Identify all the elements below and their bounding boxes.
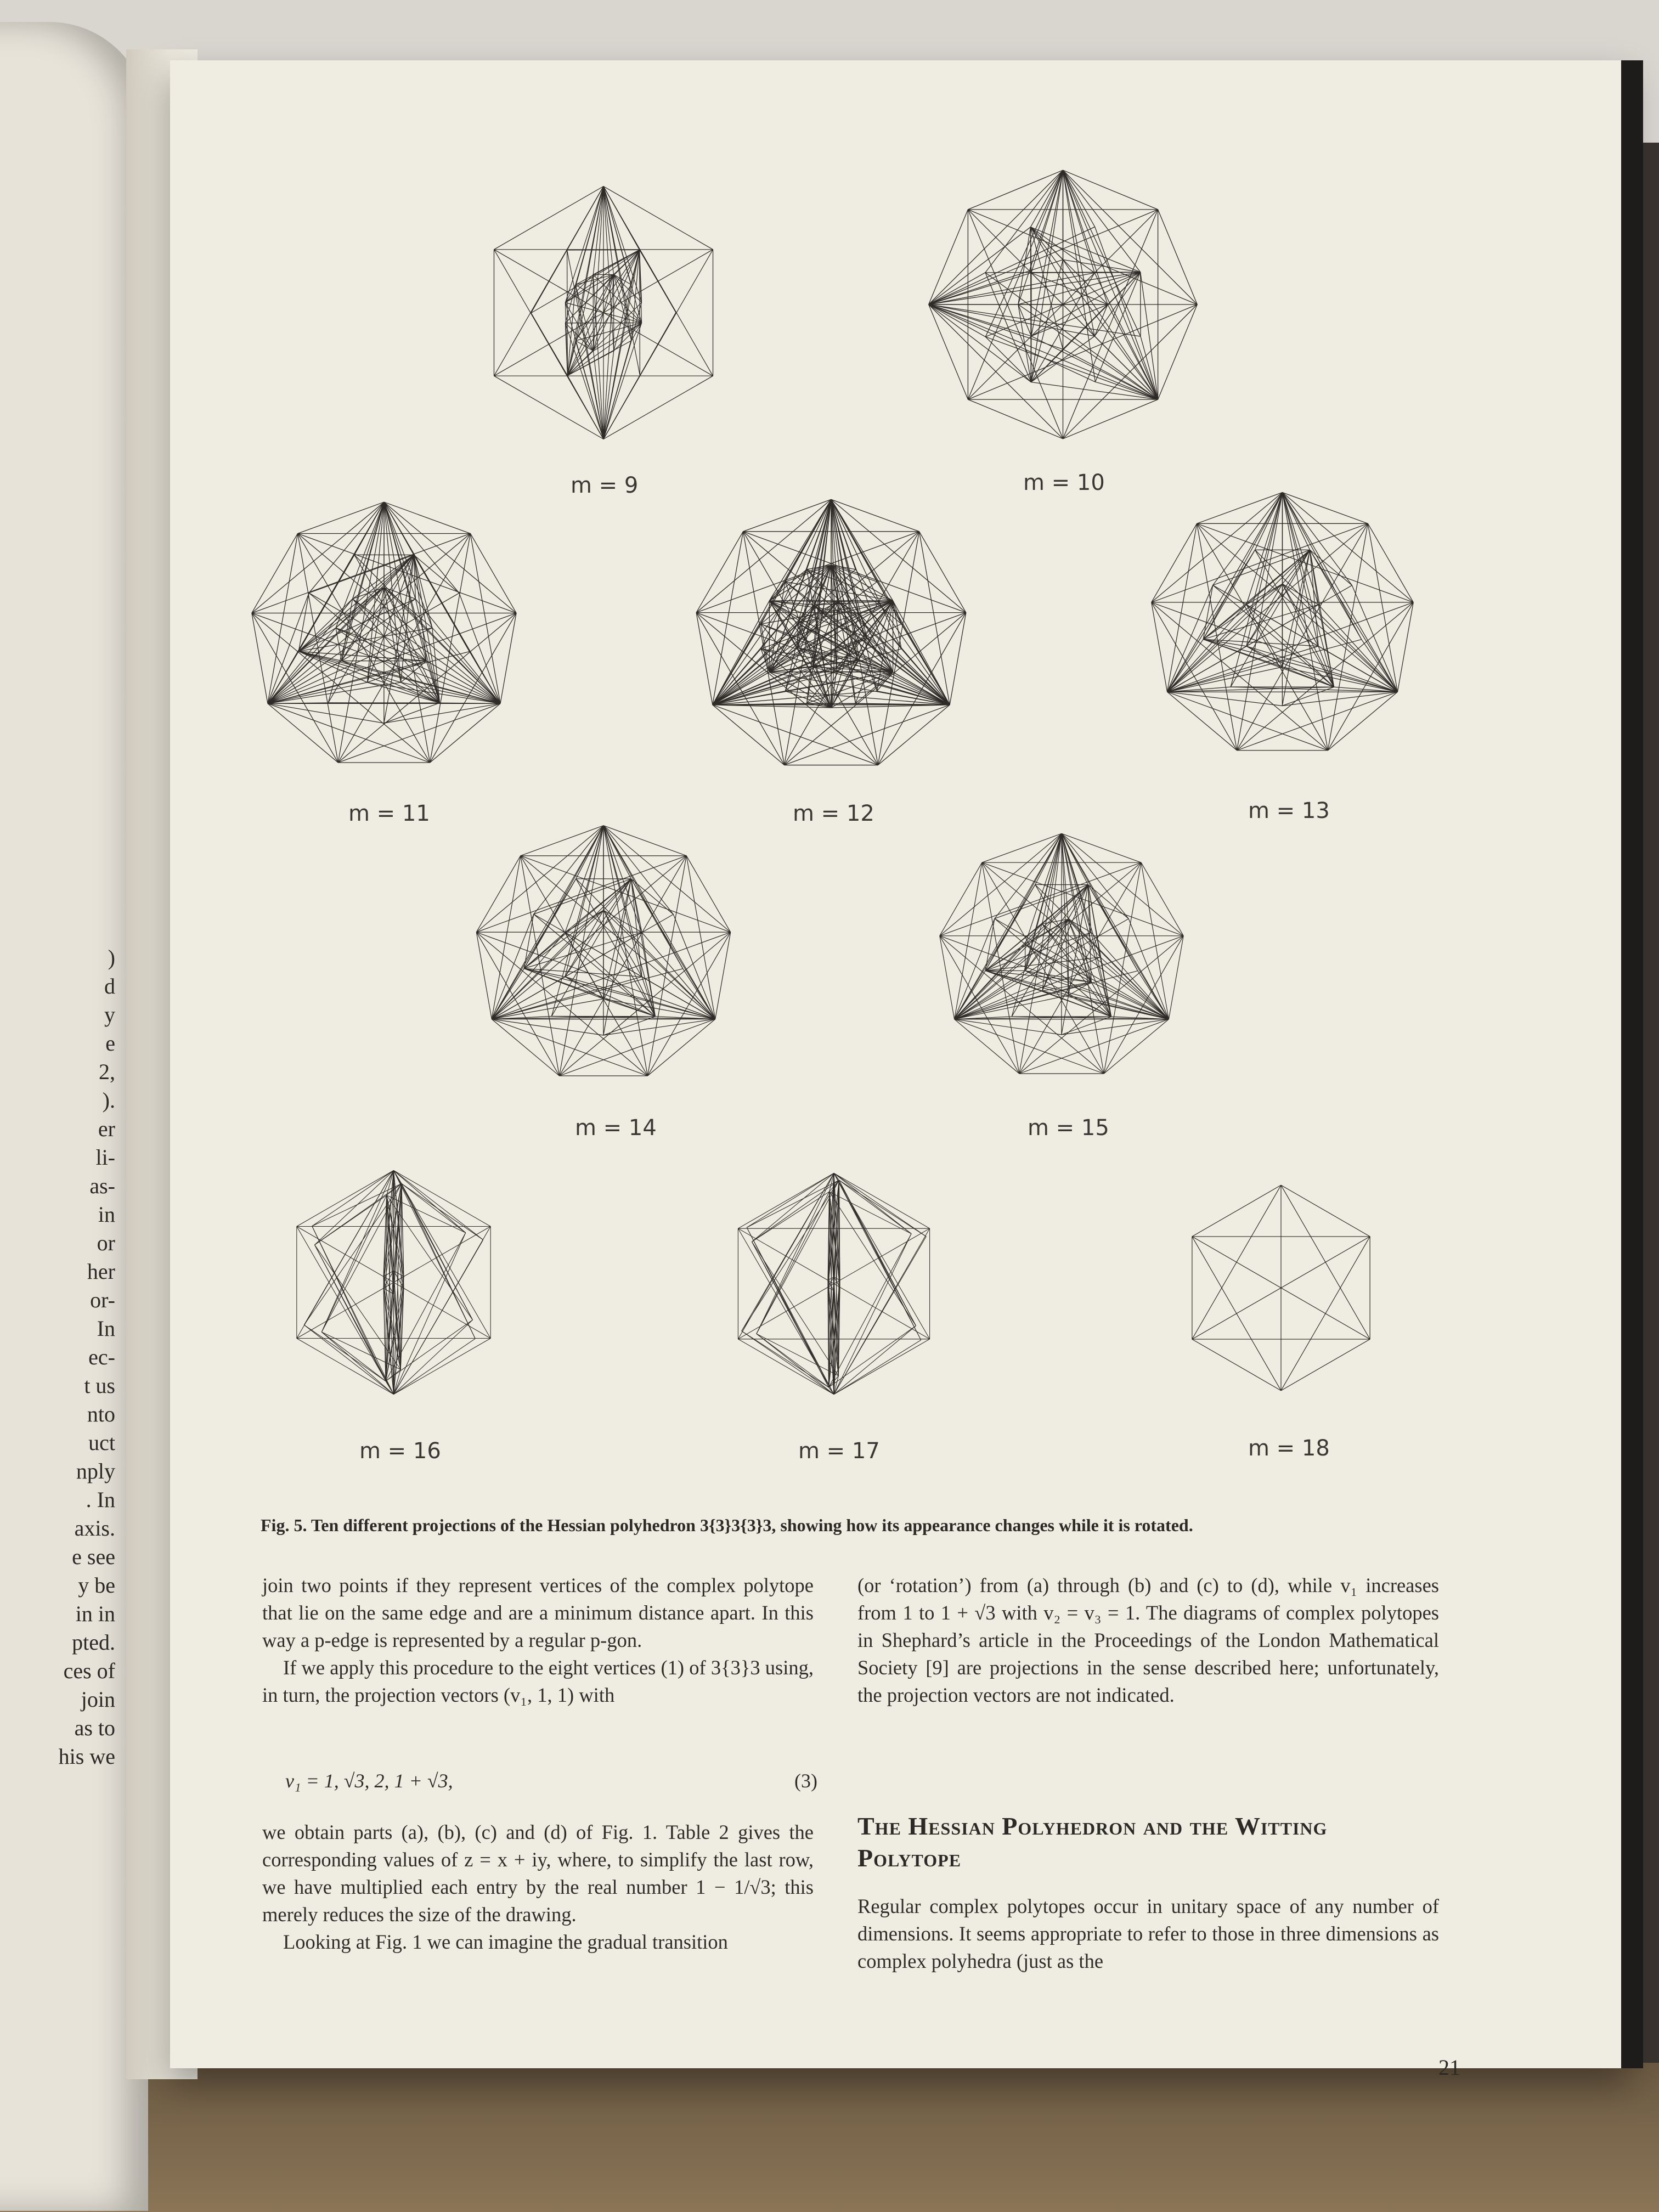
edge-line bbox=[430, 703, 500, 763]
figure-label: m = 15 bbox=[1028, 1115, 1109, 1141]
left-page-fragment: in in bbox=[75, 1601, 115, 1626]
edge-line bbox=[593, 187, 603, 275]
edge-line bbox=[593, 274, 641, 323]
edge-line bbox=[1167, 692, 1237, 751]
left-page-fragment: ec- bbox=[88, 1345, 115, 1369]
left-page-fragment: t us bbox=[84, 1373, 115, 1398]
left-page-fragment: ) bbox=[108, 945, 115, 970]
edge-line bbox=[1167, 550, 1255, 692]
edge-line bbox=[769, 582, 785, 601]
edge-line bbox=[1203, 493, 1282, 640]
edge-line bbox=[575, 187, 603, 285]
figure-label: m = 16 bbox=[359, 1438, 441, 1464]
equation-number: (3) bbox=[794, 1770, 817, 1792]
edge-line bbox=[878, 705, 950, 765]
edge-line bbox=[1281, 1185, 1370, 1237]
edge-line bbox=[603, 826, 686, 856]
figure-m17 bbox=[719, 1152, 949, 1415]
body-right-column-bottom bbox=[857, 1893, 1439, 1975]
figure-m13 bbox=[1144, 483, 1421, 768]
edge-line bbox=[534, 826, 603, 915]
edge-line bbox=[414, 555, 459, 593]
figure-m15 bbox=[933, 817, 1190, 1097]
left-page-fragment: pted. bbox=[72, 1630, 115, 1655]
edge-line bbox=[575, 250, 639, 341]
left-page-fragment: nply bbox=[76, 1459, 115, 1483]
edge-line bbox=[839, 1180, 911, 1234]
left-page-text-column bbox=[0, 944, 121, 1771]
edge-line bbox=[982, 833, 1062, 862]
edge-line bbox=[565, 933, 603, 999]
left-page-fragment: y be bbox=[78, 1573, 115, 1598]
edge-line bbox=[268, 703, 338, 763]
edge-line bbox=[738, 1173, 834, 1228]
figure-caption: Fig. 5. Ten different projections of the Hessian polyhedron 3{3}3{3}3, showing how its appearance changes while it is rotated. bbox=[261, 1515, 1193, 1535]
left-page-fragment: e bbox=[105, 1031, 115, 1056]
edge-line bbox=[394, 1339, 491, 1395]
edge-line bbox=[1019, 936, 1183, 1074]
polytope-diagram bbox=[1174, 1163, 1388, 1413]
edge-line bbox=[1167, 639, 1204, 692]
page-edge bbox=[1621, 60, 1643, 2068]
edge-line bbox=[321, 1332, 386, 1381]
left-page-fragment: her bbox=[87, 1259, 115, 1284]
edge-line bbox=[929, 304, 1158, 399]
edge-line bbox=[1213, 493, 1283, 585]
edge-line bbox=[1063, 399, 1158, 439]
edge-line bbox=[1362, 640, 1398, 692]
edge-line bbox=[747, 1180, 839, 1227]
equation-text: v₁ = 1, √3, 2, 1 + √3, bbox=[285, 1770, 453, 1792]
polytope-diagram bbox=[913, 165, 1212, 444]
edge-line bbox=[1246, 605, 1283, 667]
edge-line bbox=[297, 1171, 394, 1227]
section-heading: The Hessian Polyhedron and the Witting Polytope bbox=[857, 1812, 1328, 1872]
left-page-fragment: or- bbox=[90, 1288, 115, 1312]
paragraph: If we apply this procedure to the eight vertices (1) of 3{3}3 using, in turn, the projection vectors (v₁, 1, 1) with bbox=[262, 1656, 814, 1706]
body-right-column-top bbox=[857, 1572, 1439, 1709]
left-page-fragment: as- bbox=[89, 1173, 115, 1198]
edge-line bbox=[747, 1227, 828, 1387]
edge-line bbox=[834, 1173, 926, 1236]
left-page-fragment: . In bbox=[86, 1487, 115, 1512]
edge-line bbox=[985, 337, 1158, 399]
edge-line bbox=[321, 1332, 393, 1395]
edge-line bbox=[402, 1183, 475, 1339]
figure-label: m = 10 bbox=[1023, 470, 1105, 495]
edge-line bbox=[268, 661, 342, 704]
left-page-fragment: or bbox=[97, 1231, 115, 1255]
edge-line bbox=[929, 210, 968, 304]
edge-line bbox=[1042, 924, 1091, 982]
polytope-diagram bbox=[1144, 483, 1421, 768]
edge-line bbox=[1095, 272, 1140, 382]
edge-line bbox=[1167, 584, 1283, 692]
edge-line bbox=[1063, 259, 1141, 272]
edge-line bbox=[968, 170, 1063, 399]
edge-line bbox=[1063, 170, 1158, 210]
edge-line bbox=[1352, 585, 1397, 692]
edge-line bbox=[1062, 833, 1128, 918]
figure-m10 bbox=[913, 165, 1212, 444]
edge-line bbox=[1035, 833, 1062, 884]
paragraph: join two points if they represent vertices of the complex polytope that lie on the same edge and are a minimum distance apart. In this way a p-edge is represented by a regular p-gon. bbox=[262, 1574, 814, 1651]
edge-line bbox=[402, 1183, 466, 1233]
edge-line bbox=[1062, 833, 1141, 862]
figure-m12 bbox=[689, 491, 974, 782]
polytope-diagram bbox=[277, 1147, 510, 1418]
edge-line bbox=[929, 272, 1141, 304]
edge-line bbox=[315, 1171, 394, 1245]
edge-line bbox=[394, 1171, 466, 1233]
edge-line bbox=[575, 285, 603, 439]
edge-line bbox=[1328, 692, 1397, 751]
left-page-fragment: in bbox=[98, 1202, 115, 1227]
edge-line bbox=[742, 1180, 839, 1331]
edge-line bbox=[831, 705, 950, 708]
edge-line bbox=[1018, 304, 1031, 382]
edge-line bbox=[929, 304, 1141, 336]
edge-line bbox=[757, 1334, 829, 1387]
edge-line bbox=[955, 936, 1184, 1019]
edge-line bbox=[394, 1320, 473, 1395]
edge-line bbox=[1192, 1339, 1281, 1391]
left-page-fragment: nto bbox=[87, 1402, 115, 1426]
left-page-fragment: uct bbox=[88, 1430, 115, 1455]
edge-line bbox=[1167, 602, 1414, 692]
left-page-fragment: In bbox=[97, 1316, 115, 1341]
edge-line bbox=[492, 856, 686, 1019]
edge-line bbox=[1158, 210, 1198, 304]
edge-line bbox=[742, 1331, 834, 1394]
edge-line bbox=[1068, 919, 1069, 996]
left-page-fragment: er bbox=[98, 1116, 115, 1141]
edge-line bbox=[321, 1195, 386, 1332]
edge-line bbox=[968, 170, 1063, 210]
figure-m16 bbox=[277, 1147, 510, 1418]
edge-line bbox=[384, 703, 440, 723]
figure-label: m = 9 bbox=[571, 473, 639, 498]
edge-line bbox=[414, 555, 432, 628]
left-page-fragment: his we bbox=[58, 1744, 115, 1769]
edge-line bbox=[1167, 692, 1283, 706]
edge-line bbox=[1282, 692, 1397, 706]
figure-label: m = 12 bbox=[793, 801, 874, 826]
edge-line bbox=[1063, 170, 1108, 304]
edge-line bbox=[673, 915, 715, 1019]
edge-line bbox=[757, 1334, 834, 1394]
edge-line bbox=[603, 341, 631, 439]
paragraph: Looking at Fig. 1 we can imagine the gradual transition bbox=[283, 1931, 728, 1953]
edge-line bbox=[929, 304, 1063, 349]
desk-surface bbox=[0, 2063, 1659, 2212]
polytope-diagram bbox=[244, 496, 524, 776]
edge-line bbox=[1108, 304, 1158, 399]
edge-line bbox=[1025, 833, 1062, 970]
edge-line bbox=[603, 351, 614, 439]
edge-line bbox=[524, 910, 603, 968]
edge-line bbox=[353, 599, 427, 661]
edge-line bbox=[521, 826, 603, 856]
edge-line bbox=[1203, 584, 1282, 639]
edge-line bbox=[713, 705, 785, 765]
paragraph: we obtain parts (a), (b), (c) and (d) of Fig. 1. Table 2 gives the corresponding values of z = x + iy, where, to simplify the last row, we have multiplied each entry by the real number 1 − 1/√3; this merely reduces the size of the drawing. bbox=[262, 1821, 814, 1926]
figure-label: m = 13 bbox=[1248, 798, 1330, 823]
polytope-diagram bbox=[719, 1152, 949, 1415]
figure-label: m = 14 bbox=[575, 1115, 657, 1141]
page-number: 21 bbox=[1438, 2055, 1460, 2080]
edge-line bbox=[752, 1180, 839, 1242]
edge-line bbox=[1063, 349, 1158, 399]
edge-line bbox=[713, 705, 831, 708]
edge-line bbox=[1192, 1185, 1281, 1237]
edge-line bbox=[929, 227, 1031, 304]
edge-line bbox=[839, 1180, 921, 1340]
figure-label: m = 17 bbox=[798, 1438, 880, 1464]
left-page-fragment: ). bbox=[102, 1088, 115, 1113]
edge-line bbox=[713, 601, 770, 705]
edge-line bbox=[603, 376, 713, 439]
edge-line bbox=[1167, 646, 1246, 692]
edge-line bbox=[312, 1226, 386, 1381]
left-page-fragment: as to bbox=[74, 1716, 115, 1740]
edge-line bbox=[565, 933, 715, 1019]
figure-m18 bbox=[1174, 1163, 1388, 1413]
figure-m9 bbox=[455, 181, 752, 444]
paragraph: (or ‘rotation’) from (a) through (b) and (c) to (d), while v₁ increases from 1 to 1 + √3 with v₂ = v₃ = 1. The diagrams of complex polytopes in Shephard’s article in the Proceedings of the London Mathematical Society [9] are projections in the sense described here; unfortunately, the projection vectors are not indicated. bbox=[857, 1574, 1439, 1706]
polytope-diagram bbox=[933, 817, 1190, 1097]
body-left-column-bottom bbox=[262, 1819, 814, 1956]
edge-line bbox=[603, 285, 631, 439]
left-page-fragment: e see bbox=[72, 1544, 115, 1569]
edge-line bbox=[929, 210, 1158, 304]
edge-line bbox=[834, 1339, 930, 1395]
edge-line bbox=[1031, 170, 1063, 382]
left-page-fragment: axis. bbox=[74, 1516, 115, 1541]
left-page-fragment: join bbox=[81, 1687, 115, 1712]
left-page-fragment: ces of bbox=[63, 1658, 115, 1683]
edge-line bbox=[1310, 550, 1352, 585]
edge-line bbox=[1063, 170, 1141, 272]
edge-line bbox=[867, 637, 893, 672]
edge-line bbox=[252, 533, 470, 613]
edge-line bbox=[1281, 1339, 1370, 1391]
edge-line bbox=[640, 250, 676, 312]
left-page-fragment: 2, bbox=[99, 1059, 115, 1084]
figure-m14 bbox=[469, 817, 738, 1092]
edge-line bbox=[603, 187, 713, 250]
edge-line bbox=[929, 304, 968, 399]
edge-line bbox=[1158, 304, 1198, 399]
left-page-fragment: d bbox=[104, 974, 115, 998]
paragraph: Regular complex polytopes occur in unitary space of any number of dimensions. It seems appropriate to refer to those in three dimensions as complex polyhedra (just as the bbox=[857, 1895, 1439, 1972]
left-page-fragment: y bbox=[104, 1002, 115, 1027]
edge-line bbox=[476, 932, 715, 1019]
left-page-fragment: li- bbox=[95, 1145, 115, 1170]
edge-line bbox=[531, 313, 567, 375]
edge-line bbox=[901, 649, 950, 705]
edge-line bbox=[1031, 382, 1158, 400]
edge-line bbox=[1152, 602, 1398, 692]
edge-line bbox=[968, 399, 1063, 439]
edge-line bbox=[995, 833, 1062, 918]
edge-line bbox=[494, 376, 603, 439]
edge-line bbox=[834, 1326, 916, 1395]
edge-line bbox=[929, 227, 1095, 304]
figure-label: m = 11 bbox=[348, 801, 430, 826]
right-page bbox=[170, 60, 1629, 2068]
edge-line bbox=[829, 1326, 916, 1387]
edge-line bbox=[752, 1192, 829, 1242]
edge-line bbox=[1203, 605, 1246, 639]
polytope-diagram bbox=[455, 181, 752, 444]
equation-3 bbox=[285, 1769, 817, 1792]
edge-line bbox=[494, 187, 603, 250]
edge-line bbox=[1141, 336, 1158, 399]
edge-line bbox=[834, 1173, 911, 1233]
edge-line bbox=[492, 914, 533, 1019]
edge-line bbox=[1310, 550, 1398, 692]
edge-line bbox=[297, 1227, 394, 1395]
edge-line bbox=[603, 187, 631, 341]
edge-line bbox=[995, 885, 1088, 919]
polytope-diagram bbox=[469, 817, 738, 1092]
figure-m11 bbox=[244, 496, 524, 776]
edge-line bbox=[713, 667, 812, 704]
figure-label: m = 18 bbox=[1248, 1436, 1330, 1461]
edge-line bbox=[603, 826, 673, 915]
edge-line bbox=[1063, 259, 1158, 399]
edge-line bbox=[459, 593, 500, 703]
edge-line bbox=[576, 826, 603, 879]
polytope-diagram bbox=[689, 491, 974, 782]
body-left-column-top bbox=[262, 1572, 814, 1709]
edge-line bbox=[1141, 272, 1158, 399]
edge-line bbox=[1018, 227, 1031, 304]
